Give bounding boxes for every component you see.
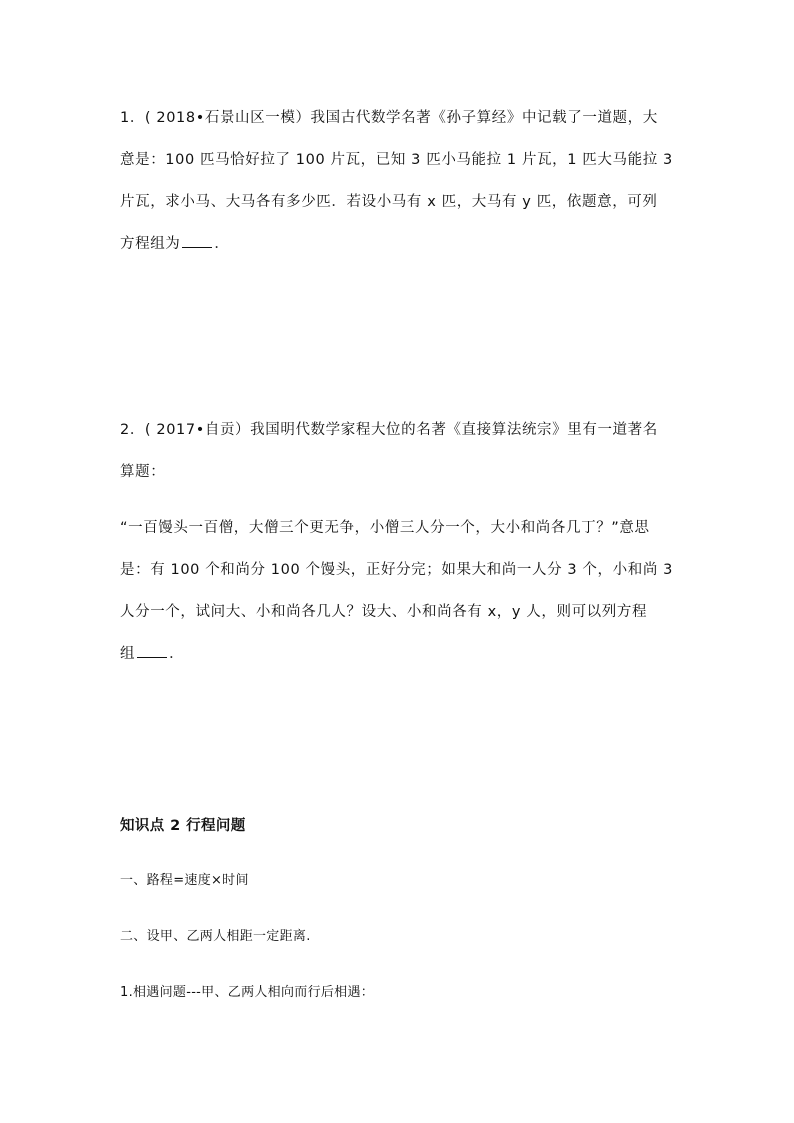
problem2-last-line-end: ． <box>169 646 185 662</box>
problem1-line-2: 意是：100 匹马恰好拉了 100 片瓦，已知 3 匹小马能拉 1 片瓦，1 匹大马能拉 3 <box>120 152 673 168</box>
problem2-line-5: 人分一个，试问大、小和尚各几人？设大、小和尚各有 x，y 人，则可以列方程 <box>120 604 648 620</box>
problem2-line-6 <box>120 644 680 664</box>
problem2-line-1: 2．( 2017•自贡）我国明代数学家程大位的名著《直接算法统宗》里有一道著名 <box>120 422 658 438</box>
answer-blank[interactable] <box>137 645 167 658</box>
problem1-line-1: 1．( 2018•石景山区一模）我国古代数学名著《孙子算经》中记载了一道题，大 <box>120 110 658 126</box>
problem2-line-3: “一百馒头一百僧，大僧三个更无争，小僧三人分一个，大小和尚各几丁？”意思 <box>120 520 650 536</box>
section-heading: 知识点 2 行程问题 <box>120 818 246 834</box>
answer-blank[interactable] <box>182 235 212 248</box>
problem2-line-4: 是：有 100 个和尚分 100 个馒头，正好分完；如果大和尚一人分 3 个，小和尚 3 <box>120 562 673 578</box>
problem1-last-line-end: ． <box>214 236 230 252</box>
problem1-line-3: 片瓦，求小马、大马各有多少匹．若设小马有 x 匹，大马有 y 匹，依题意，可列 <box>120 194 658 210</box>
section-item-1: 一、路程=速度×时间 <box>120 873 249 888</box>
problem1-last-line-text: 方程组为 <box>120 236 181 252</box>
problem1-line-4 <box>120 234 680 254</box>
section-item-2: 二、设甲、乙两人相距一定距离. <box>120 929 311 944</box>
section-item-3: 1.相遇问题---甲、乙两人相向而行后相遇： <box>120 985 375 1000</box>
problem2-last-line-text: 组 <box>120 646 136 662</box>
problem2-line-2: 算题： <box>120 464 166 480</box>
